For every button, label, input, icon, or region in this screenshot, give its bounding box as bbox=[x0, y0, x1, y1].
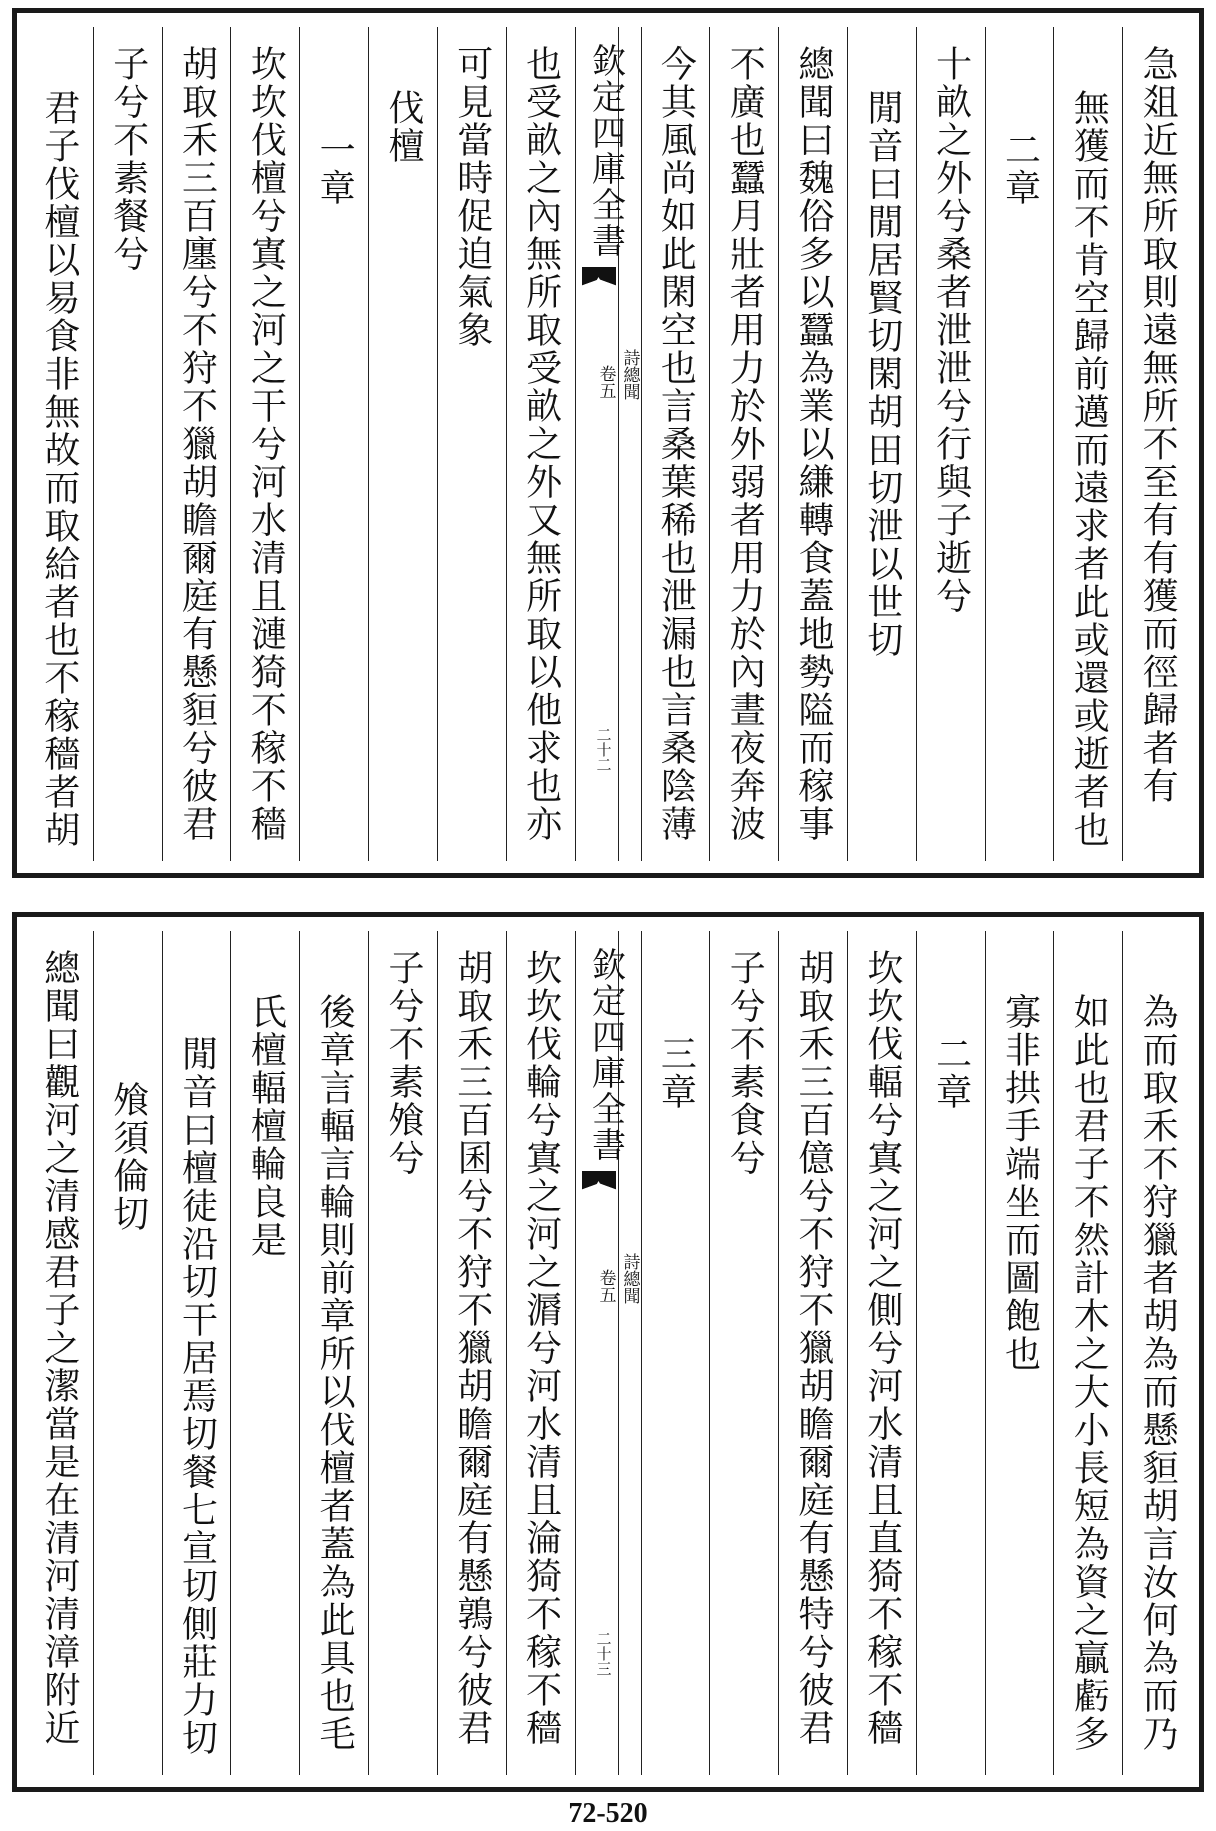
folio-number: 二十三 bbox=[594, 1631, 613, 1676]
text-column bbox=[93, 931, 162, 1775]
text-column bbox=[1053, 931, 1122, 1775]
top-page-columns bbox=[25, 27, 1191, 861]
book-title: 詩總聞 bbox=[619, 1253, 640, 1304]
column-text: 子兮不素食兮 bbox=[724, 949, 766, 1177]
text-column bbox=[368, 931, 437, 1775]
column-text: 坎坎伐輻兮寘之河之側兮河水清且直猗不稼不穡 bbox=[861, 949, 903, 1747]
volume-number: 卷五 bbox=[595, 1269, 616, 1303]
chapter-heading: 三章 bbox=[655, 1035, 697, 1111]
column-text: 無獲而不肯空歸前邁而遠求者此或還或逝者也 bbox=[1068, 89, 1110, 849]
bottom-page bbox=[12, 912, 1204, 1792]
column-text: 今其風尚如此閑空也言桑葉稀也泄漏也言桑陰薄 bbox=[655, 45, 697, 843]
text-column bbox=[847, 931, 916, 1775]
text-column bbox=[641, 27, 710, 861]
text-column bbox=[847, 27, 916, 861]
text-column bbox=[299, 931, 368, 1775]
text-column bbox=[506, 931, 575, 1775]
column-text: 閒音曰閒居賢切閑胡田切泄以世切 bbox=[861, 89, 903, 659]
text-column bbox=[299, 27, 368, 861]
text-column bbox=[916, 27, 985, 861]
fish-tail-mark-icon bbox=[582, 1171, 616, 1199]
column-text: 總聞曰魏俗多以蠶為業以縑轉食蓋地勢隘而稼事 bbox=[793, 45, 835, 843]
column-text: 胡取禾三百囷兮不狩不獵胡瞻爾庭有懸鶉兮彼君 bbox=[451, 949, 493, 1747]
text-column bbox=[162, 27, 231, 861]
column-text: 君子伐檀以易食非無故而取給者也不稼穡者胡 bbox=[38, 89, 80, 849]
fish-tail-mark-icon bbox=[582, 267, 616, 295]
text-column bbox=[25, 27, 93, 861]
column-text: 胡取禾三百廛兮不狩不獵胡瞻爾庭有懸貆兮彼君 bbox=[176, 45, 218, 843]
volume-number: 卷五 bbox=[595, 365, 616, 399]
text-column bbox=[778, 931, 847, 1775]
chapter-heading: 二章 bbox=[999, 131, 1041, 207]
text-column bbox=[230, 27, 299, 861]
text-column bbox=[709, 27, 778, 861]
text-column bbox=[93, 27, 162, 861]
text-column bbox=[709, 931, 778, 1775]
text-column bbox=[916, 931, 985, 1775]
column-text: 寡非拱手端坐而圖飽也 bbox=[999, 993, 1041, 1373]
text-column bbox=[778, 27, 847, 861]
top-page bbox=[12, 8, 1204, 878]
column-text: 氏檀輻檀輪良是 bbox=[245, 993, 287, 1259]
book-title: 詩總聞 bbox=[619, 349, 640, 400]
column-text: 十畝之外兮桑者泄泄兮行與子逝兮 bbox=[930, 45, 972, 615]
folio-number: 二十二 bbox=[594, 727, 613, 772]
column-text: 坎坎伐檀兮寘之河之干兮河水清且漣猗不稼不穡 bbox=[245, 45, 287, 843]
column-text: 閒音曰檀徒沿切干居焉切餐七宣切側莊力切 bbox=[176, 1035, 218, 1757]
text-column bbox=[1122, 27, 1191, 861]
column-text: 急爼近無所取則遠無所不至有有獲而徑歸者有 bbox=[1137, 45, 1179, 805]
text-column bbox=[437, 931, 506, 1775]
text-column bbox=[985, 27, 1054, 861]
column-text: 可見當時促迫氣象 bbox=[451, 45, 493, 349]
text-column bbox=[25, 931, 93, 1775]
text-column bbox=[1122, 931, 1191, 1775]
series-title: 欽定四庫全書 bbox=[585, 947, 626, 1163]
column-text: 胡取禾三百億兮不狩不獵胡瞻爾庭有懸特兮彼君 bbox=[793, 949, 835, 1747]
center-fold-column bbox=[575, 931, 641, 1775]
column-text: 後章言輻言輪則前章所以伐檀者蓋為此具也毛 bbox=[314, 993, 356, 1753]
chapter-heading: 二章 bbox=[930, 1035, 972, 1111]
text-column bbox=[437, 27, 506, 861]
column-text: 子兮不素餐兮 bbox=[107, 45, 149, 273]
poem-title: 伐檀 bbox=[382, 89, 424, 165]
text-column bbox=[162, 931, 231, 1775]
text-column bbox=[641, 931, 710, 1775]
text-column bbox=[506, 27, 575, 861]
text-column bbox=[368, 27, 437, 861]
column-text: 子兮不素飧兮 bbox=[382, 949, 424, 1177]
text-column bbox=[230, 931, 299, 1775]
chapter-heading: 一章 bbox=[314, 131, 356, 207]
center-fold-column bbox=[575, 27, 641, 861]
column-text: 總聞曰觀河之清感君子之潔當是在清河清漳附近 bbox=[38, 949, 80, 1747]
column-text: 也受畝之內無所取受畝之外又無所取以他求也亦 bbox=[520, 45, 562, 843]
column-text: 不廣也蠶月壯者用力於外弱者用力於內晝夜奔波 bbox=[724, 45, 766, 843]
column-text: 為而取禾不狩獵者胡為而懸貆胡言汝何為而乃 bbox=[1137, 993, 1179, 1753]
column-text: 如此也君子不然計木之大小長短為資之贏虧多 bbox=[1068, 993, 1110, 1753]
text-column bbox=[1053, 27, 1122, 861]
bottom-page-columns bbox=[25, 931, 1191, 1775]
text-column bbox=[985, 931, 1054, 1775]
page-reference-label: 72-520 bbox=[568, 1798, 648, 1829]
column-text: 坎坎伐輪兮寘之河之漘兮河水清且淪猗不稼不穡 bbox=[520, 949, 562, 1747]
column-text: 飧須倫切 bbox=[107, 1081, 149, 1233]
series-title: 欽定四庫全書 bbox=[585, 43, 626, 259]
